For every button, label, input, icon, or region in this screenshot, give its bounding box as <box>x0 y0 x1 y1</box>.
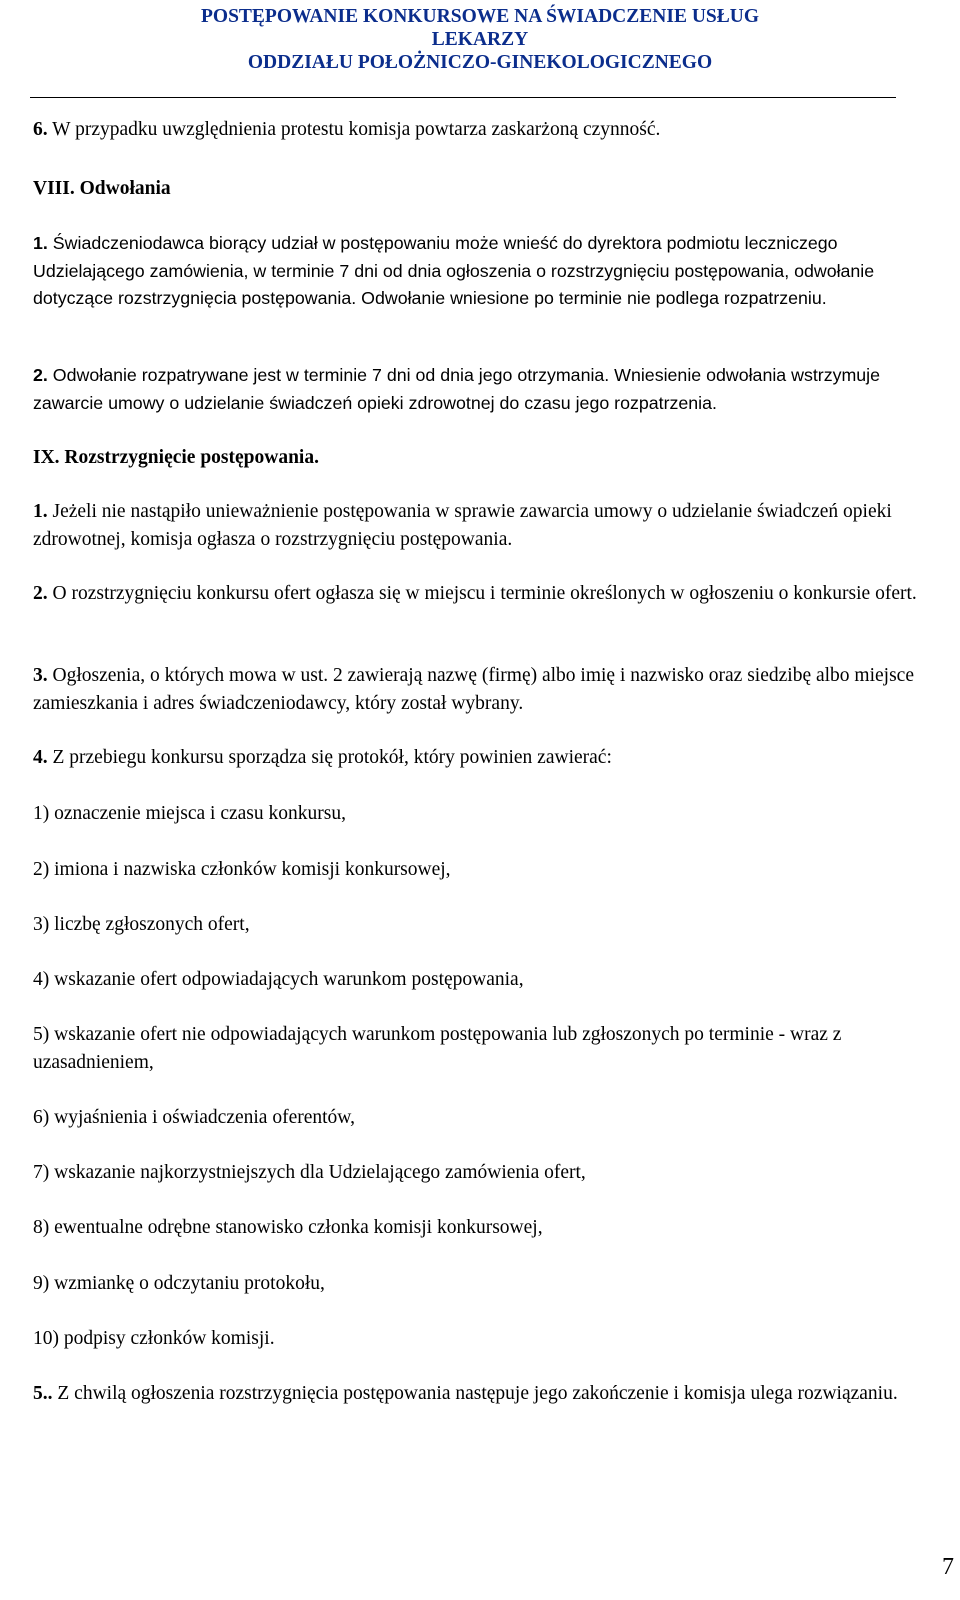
paragraph-text: Z przebiegu konkursu sporządza się protokół, który powinien zawierać: <box>52 747 612 768</box>
protocol-list-item: 5) wskazanie ofert nie odpowiadających warunkom postępowania lub zgłoszonych po terminie - wraz z uzasadnieniem, <box>33 1024 842 1073</box>
protocol-list-item: 9) wzmiankę o odczytaniu protokołu, <box>33 1273 325 1294</box>
protocol-list-item: 1) oznaczenie miejsca i czasu konkursu, <box>33 803 346 824</box>
protocol-list-item: 8) ewentualne odrębne stanowisko członka komisji konkursowej, <box>33 1217 543 1238</box>
paragraph-6 <box>33 116 948 144</box>
paragraph-number: 1. <box>33 233 48 253</box>
section9-paragraph-2 <box>33 580 948 608</box>
section9-paragraph-3 <box>33 662 948 717</box>
paragraph-text: Świadczeniodawca biorący udział w postępowaniu może wnieść do dyrektora podmiotu leczniczego Udzielającego zamówienia, w terminie 7 dni od dnia ogłoszenia o rozstrzygnięciu postępowania, odwołanie dotyczące rozstrzygnięcia postępowania. Odwołanie wniesione po terminie nie podlega rozpatrzeniu. <box>33 233 875 308</box>
header-divider <box>30 97 896 98</box>
paragraph-text: Odwołanie rozpatrywane jest w terminie 7 dni od dnia jego otrzymania. Wniesienie odwołania wstrzymuje zawarcie umowy o udzielanie świadczeń opieki zdrowotnej do czasu jego rozpatrzenia. <box>33 365 881 413</box>
paragraph-text: W przypadku uwzględnienia protestu komisja powtarza zaskarżoną czynność. <box>52 119 661 140</box>
paragraph-text: Ogłoszenia, o których mowa w ust. 2 zawierają nazwę (firmę) albo imię i nazwisko oraz siedzibę albo miejsce zamieszkania i adres świadczeniodawcy, który został wybrany. <box>33 665 914 714</box>
paragraph-number: 3. <box>33 665 48 686</box>
paragraph-text: O rozstrzygnięciu konkursu ofert ogłasza się w miejscu i terminie określonych w ogłoszeniu o konkursie ofert. <box>52 583 917 604</box>
section8-paragraph-1 <box>33 230 948 313</box>
protocol-list-item: 2) imiona i nazwiska członków komisji konkursowej, <box>33 859 451 880</box>
section8-paragraph-2 <box>33 362 948 417</box>
paragraph-number: 1. <box>33 501 48 522</box>
paragraph-number: 4. <box>33 747 48 768</box>
paragraph-text: Jeżeli nie nastąpiło unieważnienie postępowania w sprawie zawarcia umowy o udzielanie świadczeń opieki zdrowotnej, komisja ogłasza o rozstrzygnięciu postępowania. <box>33 501 892 550</box>
paragraph-number: 5.. <box>33 1383 53 1404</box>
page-number: 7 <box>942 1554 954 1580</box>
paragraph-number: 2. <box>33 365 48 385</box>
header-line-1: POSTĘPOWANIE KONKURSOWE NA ŚWIADCZENIE USŁUG <box>200 6 760 27</box>
document-header <box>0 5 960 74</box>
paragraph-number: 6. <box>33 119 48 140</box>
protocol-list-item: 3) liczbę zgłoszonych ofert, <box>33 914 250 935</box>
section9-paragraph-5 <box>33 1380 948 1408</box>
protocol-list-item: 7) wskazanie najkorzystniejszych dla Udzielającego zamówienia ofert, <box>33 1162 586 1183</box>
section-heading-ix: IX. Rozstrzygnięcie postępowania. <box>33 447 319 468</box>
paragraph-number: 2. <box>33 583 48 604</box>
paragraph-text: Z chwilą ogłoszenia rozstrzygnięcia postępowania następuje jego zakończenie i komisja ulega rozwiązaniu. <box>57 1383 898 1404</box>
protocol-list-item: 6) wyjaśnienia i oświadczenia oferentów, <box>33 1107 355 1128</box>
protocol-list-item: 4) wskazanie ofert odpowiadających warunkom postępowania, <box>33 969 524 990</box>
section9-paragraph-4 <box>33 744 948 772</box>
section-heading-viii: VIII. Odwołania <box>33 178 171 199</box>
protocol-list-item: 10) podpisy członków komisji. <box>33 1328 275 1349</box>
header-line-3: ODDZIAŁU POŁOŻNICZO-GINEKOLOGICZNEGO <box>247 52 713 73</box>
header-line-2: LEKARZY <box>431 29 529 50</box>
section9-paragraph-1 <box>33 498 948 553</box>
